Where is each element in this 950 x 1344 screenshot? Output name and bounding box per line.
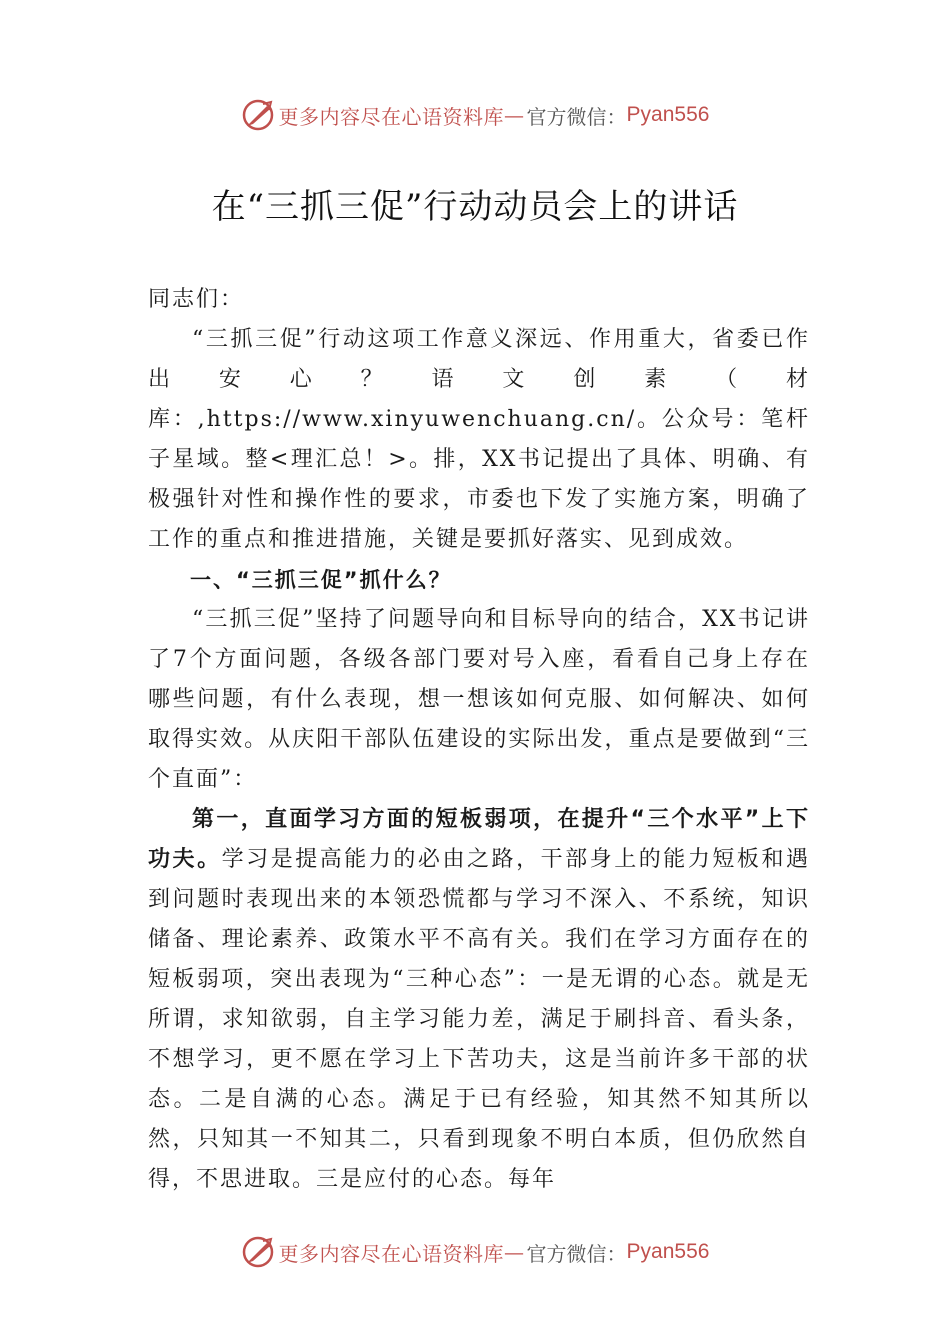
watermark-wechat-id: Pyan556 <box>626 1240 710 1263</box>
watermark-wechat-label: 官方微信： <box>526 104 627 129</box>
watermark-separator: — <box>504 1240 525 1264</box>
salutation: 同志们： <box>148 287 245 312</box>
first-point-lead: 第一，直面学习方面的短板弱项，在提升“三个水平”上下功夫。 <box>148 807 810 872</box>
quill-logo-icon <box>241 1235 275 1269</box>
paragraph-problems: “三抓三促”坚持了问题导向和目标导向的结合，XX书记讲了7个方面问题，各级各部门要对号入座，看看自己身上存在哪些问题，有什么表现，想一想该如何克服、如何解决、如何取得实效。从庆阳干部队伍建设的实际出发，重点是要做到“三个直面”： <box>148 607 810 792</box>
page-title: 在“三抓三促”行动动员会上的讲话 <box>211 187 739 227</box>
first-point-body: 学习是提高能力的必由之路，干部身上的能力短板和遇到问题时表现出来的本领恐慌都与学习不深入、不系统，知识储备、理论素养、政策水平不高有关。我们在学习方面存在的短板弱项，突出表现为“三种心态”：一是无谓的心态。就是无所谓，求知欲弱，自主学习能力差，满足于刷抖音、看头条，不想学习，更不愿在学习上下苦功夫，这是当前许多干部的状态。二是自满的心态。满足于已有经验，知其然不知其所以然，只知其一不知其二，只看到现象不明白本质，但仍欣然自得，不思进取。三是应付的心态。每年 <box>148 847 810 1192</box>
quill-logo-icon <box>241 98 275 132</box>
watermark-separator: — <box>504 103 525 127</box>
watermark-text: 更多内容尽在心语资料库 <box>278 1241 505 1266</box>
section-heading-1: 一、“三抓三促”抓什么？ <box>190 568 452 592</box>
watermark-banner-bottom <box>0 1232 950 1272</box>
paragraph-intro: “三抓三促”行动这项工作意义深远、作用重大，省委已作出安心？语文创素（材库：,https://www.xinyuwenchuang.cn/。公众号：笔杆子星域。整<理汇总！>。排，XX书记提出了具体、明确、有极强针对性和操作性的要求，市委也下发了实施方案，明确了工作的重点和推进措施，关键是要抓好落实、见到成效。 <box>148 327 810 552</box>
watermark-wechat-id: Pyan556 <box>626 103 710 126</box>
watermark-wechat-label: 官方微信： <box>526 1241 627 1266</box>
document-body <box>148 280 810 1200</box>
paragraph-first-point <box>148 800 810 1200</box>
watermark-banner-top <box>0 95 950 135</box>
watermark-text: 更多内容尽在心语资料库 <box>278 104 505 129</box>
